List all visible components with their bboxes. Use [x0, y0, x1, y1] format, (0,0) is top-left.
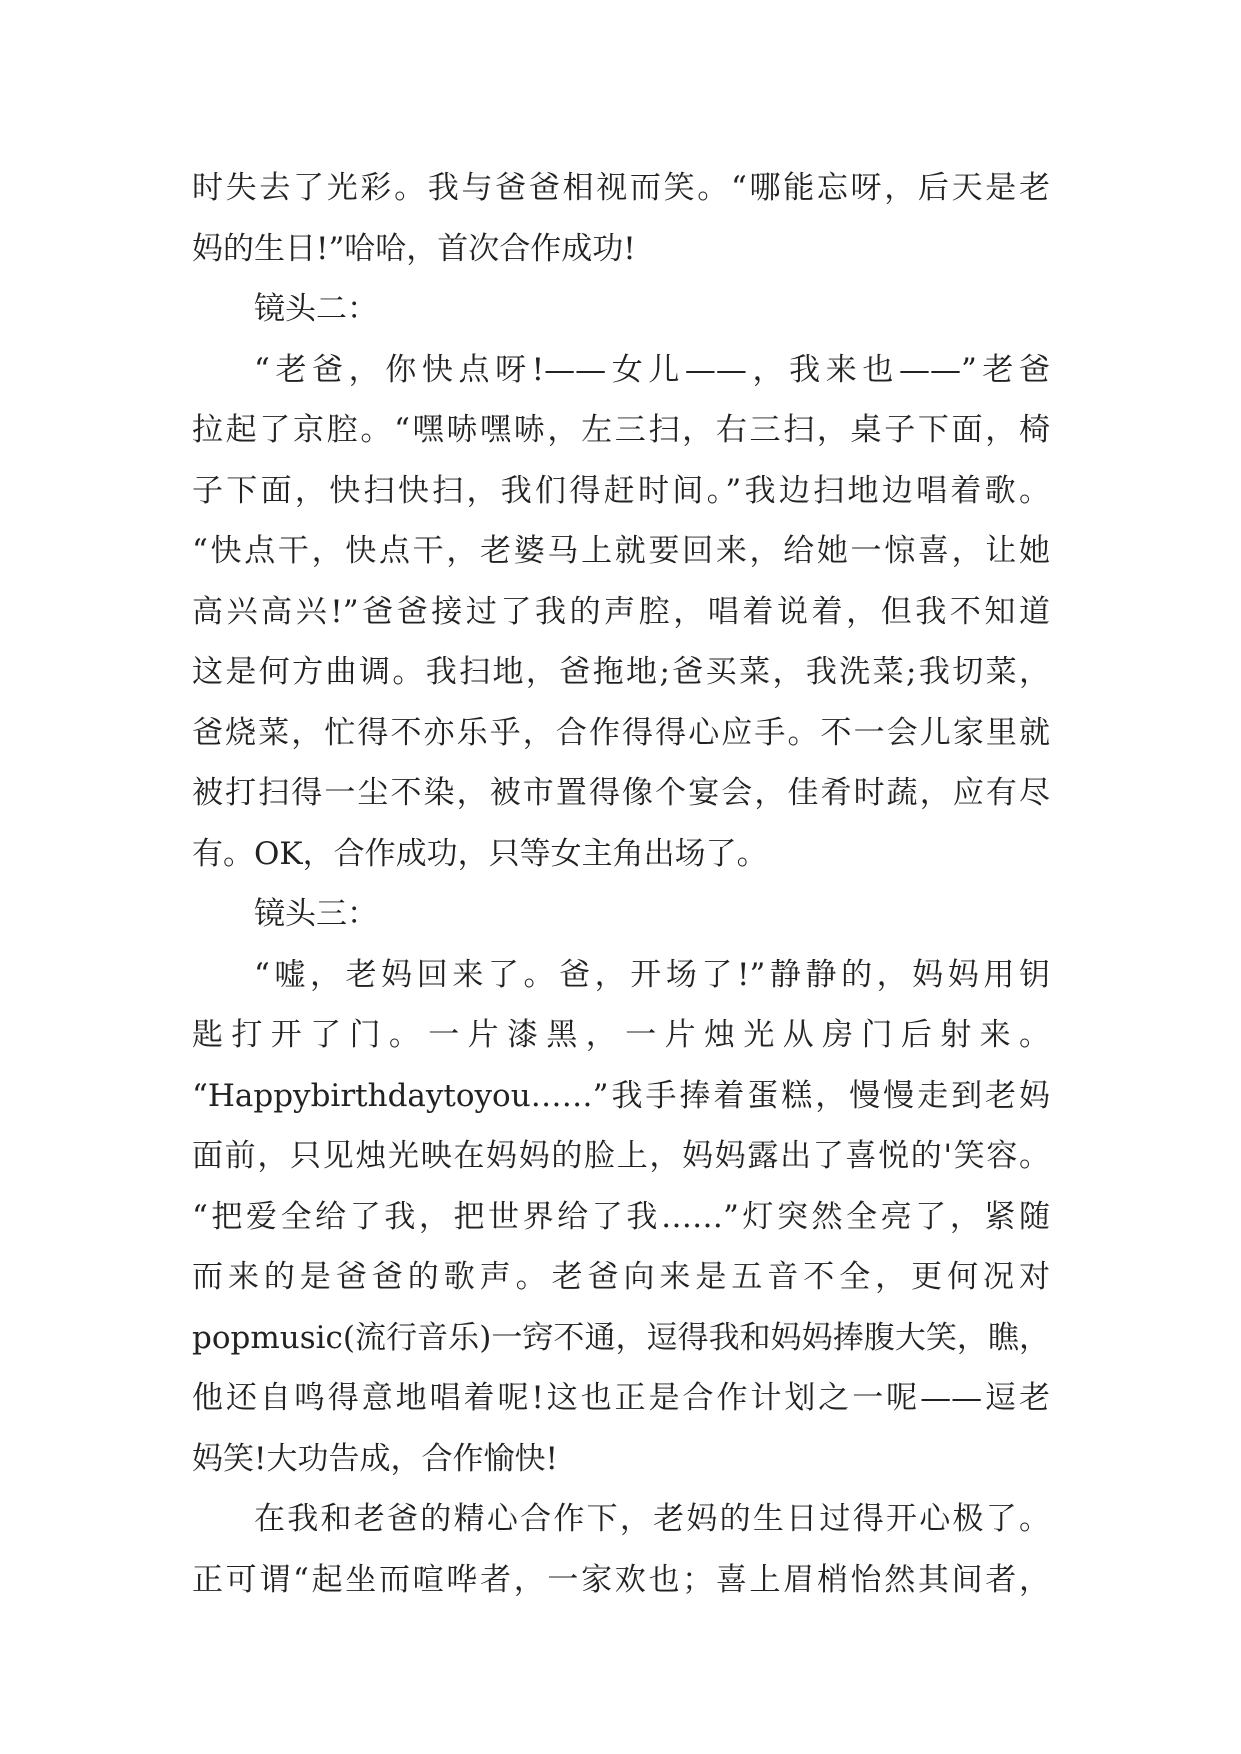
text-line: 爸烧菜，忙得不亦乐乎，合作得得心应手。不一会儿家里就	[192, 714, 1050, 751]
text-line: “嘘，老妈回来了。爸，开场了!”静静的，妈妈用钥	[254, 956, 1050, 993]
text-line: 妈的生日!”哈哈，首次合作成功!	[192, 230, 636, 267]
text-line: “Happybirthdaytoyou……”我手捧着蛋糕，慢慢走到老妈	[192, 1077, 1050, 1114]
text-line: 面前，只见烛光映在妈妈的脸上，妈妈露出了喜悦的'笑容。	[192, 1138, 1050, 1174]
text-line: 镜头二：	[254, 291, 378, 327]
text-line: 而来的是爸爸的歌声。老爸向来是五音不全，更何况对	[192, 1259, 1050, 1295]
text-line: 高兴高兴!”爸爸接过了我的声腔，唱着说着，但我不知道	[192, 593, 1050, 630]
text-line: “老爸，你快点呀!——女儿——，我来也——”老爸	[254, 351, 1050, 388]
text-line: 子下面，快扫快扫，我们得赶时间。”我边扫地边唱着歌。	[192, 472, 1050, 509]
text-line: 妈笑!大功告成，合作愉快!	[192, 1440, 558, 1477]
text-line: 拉起了京腔。“嘿哧嘿哧，左三扫，右三扫，桌子下面，椅	[192, 412, 1050, 448]
text-line: popmusic(流行音乐)一窍不通，逗得我和妈妈捧腹大笑，瞧，	[192, 1319, 1050, 1356]
text-line: “快点干，快点干，老婆马上就要回来，给她一惊喜，让她	[192, 533, 1050, 569]
text-line: 有。OK，合作成功，只等女主角出场了。	[192, 835, 768, 872]
body-text	[192, 158, 1050, 1610]
text-line: “把爱全给了我，把世界给了我……”灯突然全亮了，紧随	[192, 1198, 1050, 1235]
text-line: 时失去了光彩。我与爸爸相视而笑。“哪能忘呀，后天是老	[192, 170, 1050, 206]
text-line: 这是何方曲调。我扫地，爸拖地;爸买菜，我洗菜;我切菜，	[192, 654, 1050, 690]
text-line: 正可谓“起坐而喧哗者，一家欢也；喜上眉梢怡然其间者，	[192, 1561, 1050, 1598]
text-line: 他还自鸣得意地唱着呢!这也正是合作计划之一呢——逗老	[192, 1380, 1050, 1416]
text-line: 在我和老爸的精心合作下，老妈的生日过得开心极了。	[254, 1501, 1050, 1537]
text-line: 匙打开了门。一片漆黑，一片烛光从房门后射来。	[192, 1017, 1050, 1053]
text-line: 被打扫得一尘不染，被市置得像个宴会，佳肴时蔬，应有尽	[192, 775, 1050, 811]
text-line: 镜头三：	[254, 896, 378, 932]
